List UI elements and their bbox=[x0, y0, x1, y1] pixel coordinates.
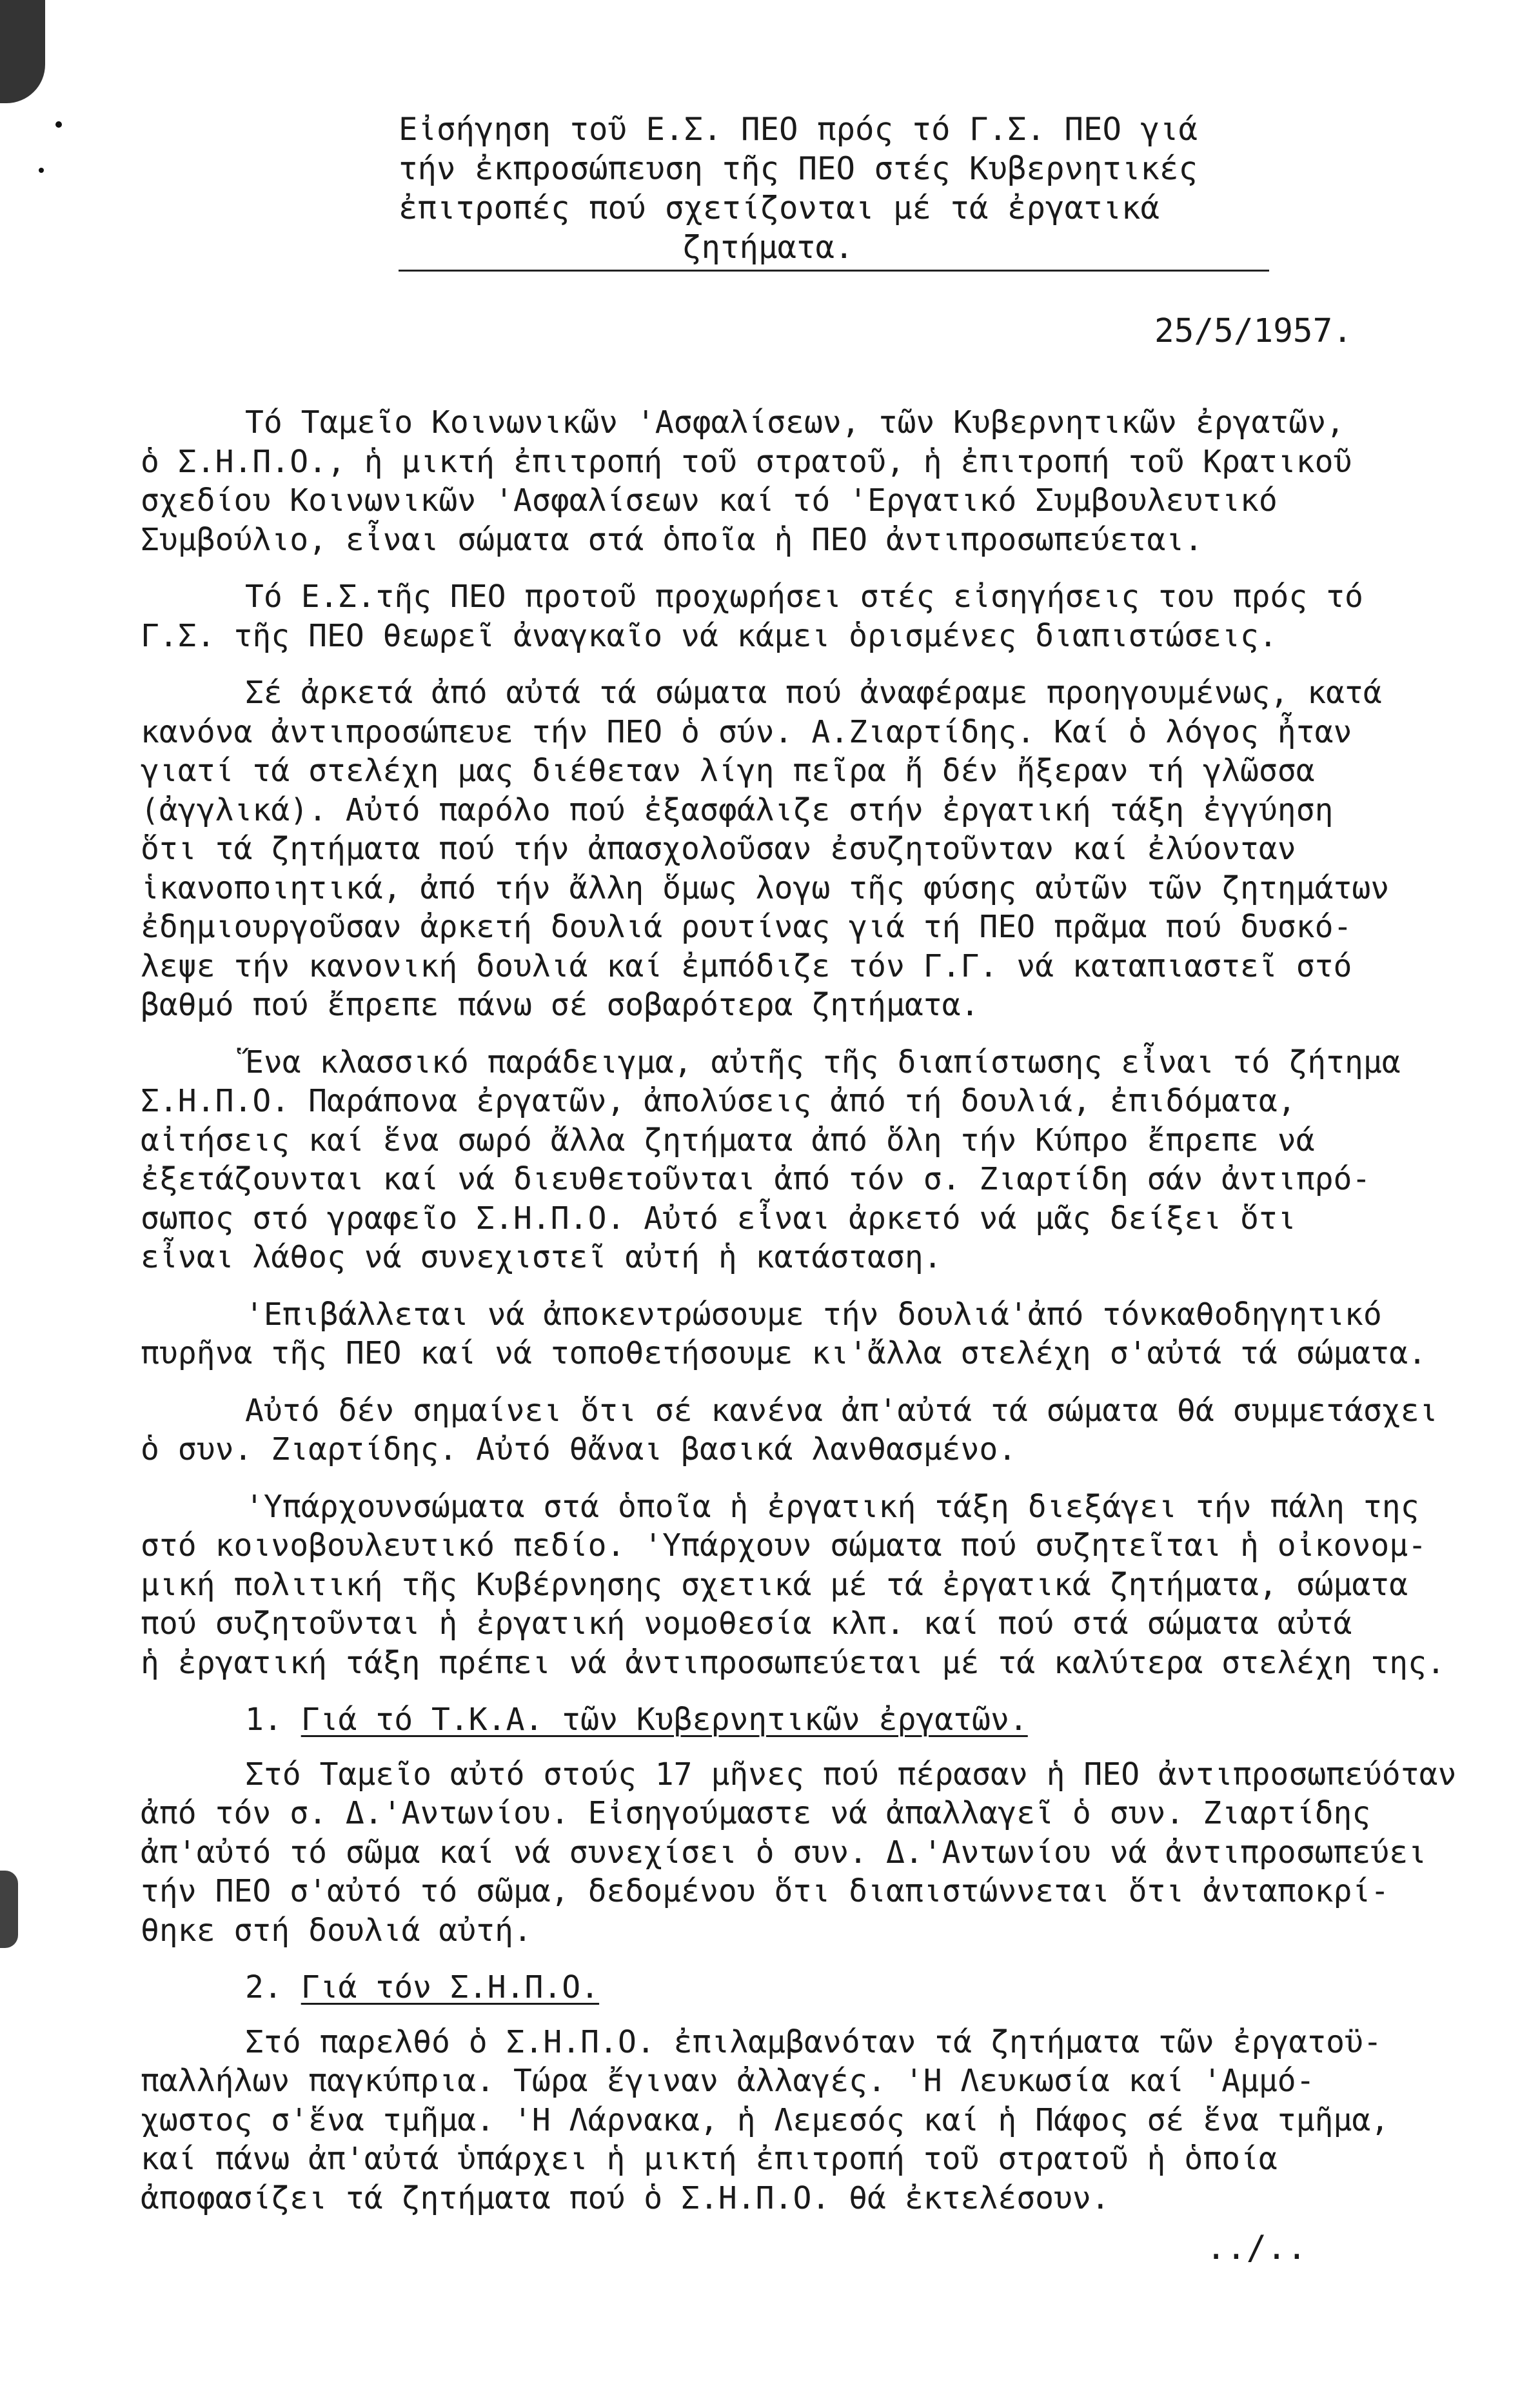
document-body bbox=[141, 403, 1527, 2236]
paragraph bbox=[141, 1755, 1527, 1951]
text-line: ἀποφασίζει τά ζητήματα πού ὁ Σ.Η.Π.Ο. θά ἐκτελέσουν. bbox=[141, 2180, 1110, 2216]
text-line: Γ.Σ. τῆς ΠΕΟ θεωρεῖ ἀναγκαῖο νά κάμει ὁρισμένες διαπιστώσεις. bbox=[141, 617, 1278, 654]
text-line: Τό Ε.Σ.τῆς ΠΕΟ προτοῦ προχωρήσει στές εἰσηγήσεις του πρός τό bbox=[245, 579, 1363, 615]
text-line: χωστος σ'ἕνα τμῆμα. 'Η Λάρνακα, ἡ Λεμεσός καί ἡ Πάφος σέ ἕνα τμῆμα, bbox=[141, 2102, 1390, 2138]
text-line: λεψε τήν κανονική δουλιά καί ἐμπόδιζε τόν Γ.Γ. νά καταπιαστεῖ στό bbox=[141, 948, 1352, 984]
text-line: ἀπ'αὐτό τό σῶμα καί νά συνεχίσει ὁ συν. Δ.'Αντωνίου νά ἀντιπροσωπεύει bbox=[141, 1834, 1426, 1871]
text-line: Στό παρελθό ὁ Σ.Η.Π.Ο. ἐπιλαμβανόταν τά ζητήματα τῶν ἐργατοϋ- bbox=[245, 2023, 1382, 2060]
paragraph bbox=[141, 577, 1527, 655]
text-line: αἰτήσεις καί ἕνα σωρό ἄλλα ζητήματα ἀπό ὅλη τήν Κύπρο ἔπρεπε νά bbox=[141, 1122, 1315, 1158]
scan-speck bbox=[55, 121, 62, 128]
text-line: πυρῆνα τῆς ΠΕΟ καί νά τοποθετήσουμε κι'ἄλλα στελέχη σ'αὐτά τά σώματα. bbox=[141, 1335, 1426, 1371]
section-title: Γιά τόν Σ.Η.Π.Ο. bbox=[301, 1969, 600, 2005]
scan-speck bbox=[39, 168, 44, 173]
paragraph bbox=[141, 2023, 1527, 2218]
text-line: Σέ ἀρκετά ἀπό αὐτά τά σώματα πού ἀναφέραμε προηγουμένως, κατά bbox=[245, 675, 1382, 711]
text-line: (ἀγγλικά). Αὐτό παρόλο πού ἐξασφάλιζε στήν ἐργατική τάξη ἐγγύηση bbox=[141, 791, 1334, 828]
text-line: σωπος στό γραφεῖο Σ.Η.Π.Ο. Αὐτό εἶναι ἀρκετό νά μᾶς δείξει ὅτι bbox=[141, 1200, 1296, 1237]
text-line: Αὐτό δέν σημαίνει ὅτι σέ κανένα ἀπ'αὐτά τά σώματα θά συμμετάσχει bbox=[245, 1392, 1438, 1429]
text-line: στό κοινοβουλευτικό πεδίο. 'Υπάρχουν σώματα πού συζητεῖται ἡ οἰκονομ- bbox=[141, 1527, 1426, 1564]
text-line: Σ.Η.Π.Ο. Παράπονα ἐργατῶν, ἀπολύσεις ἀπό τή δουλιά, ἐπιδόματα, bbox=[141, 1083, 1296, 1119]
text-line: σχεδίου Κοινωνικῶν 'Ασφαλίσεων καί τό 'Εργατικό Συμβουλευτικό bbox=[141, 482, 1278, 519]
scan-smudge-left bbox=[0, 1871, 18, 1948]
document-date: 25/5/1957. bbox=[1154, 312, 1353, 350]
title-line: ζητήματα. bbox=[682, 229, 854, 266]
paragraph bbox=[141, 1295, 1527, 1373]
text-line: γιατί τά στελέχη μας διέθεταν λίγη πεῖρα ἤ δέν ἤξεραν τή γλῶσσα bbox=[141, 753, 1315, 789]
text-line: τήν ΠΕΟ σ'αὐτό τό σῶμα, δεδομένου ὅτι διαπιστώννεται ὅτι ἀνταποκρί- bbox=[141, 1873, 1390, 1909]
text-line: ἐξετάζουνται καί νά διευθετοῦνται ἀπό τόν σ. Ζιαρτίδη σάν ἀντιπρό- bbox=[141, 1161, 1371, 1197]
title-underline bbox=[399, 270, 1269, 272]
paragraph bbox=[141, 1043, 1527, 1277]
section-heading-1 bbox=[245, 1700, 1527, 1740]
text-line: βαθμό πού ἔπρεπε πάνω σέ σοβαρότερα ζητήματα. bbox=[141, 987, 980, 1023]
document-title bbox=[399, 110, 1282, 267]
title-line: τήν ἐκπροσώπευση τῆς ΠΕΟ στές Κυβερνητικές bbox=[399, 150, 1198, 187]
text-line: ἐδημιουργοῦσαν ἀρκετή δουλιά ρουτίνας γιά τή ΠΕΟ πρᾶμα πού δυσκό- bbox=[141, 909, 1352, 945]
scan-smudge-top-left bbox=[0, 0, 45, 103]
paragraph bbox=[141, 1487, 1527, 1683]
section-number: 1. bbox=[245, 1702, 282, 1738]
section-number: 2. bbox=[245, 1969, 282, 2005]
text-line: Συμβούλιο, εἶναι σώματα στά ὁποῖα ἡ ΠΕΟ ἀντιπροσωπεύεται. bbox=[141, 521, 1203, 558]
text-line: 'Υπάρχουνσώματα στά ὁποῖα ἡ ἐργατική τάξη διεξάγει τήν πάλη της bbox=[245, 1488, 1419, 1525]
text-line: παλλήλων παγκύπρια. Τώρα ἔγιναν ἀλλαγές. 'Η Λευκωσία καί 'Αμμό- bbox=[141, 2063, 1315, 2099]
text-line: 'Επιβάλλεται νά ἀποκεντρώσουμε τήν δουλιά'ἀπό τόνκαθοδηγητικό bbox=[245, 1296, 1382, 1333]
text-line: ἀπό τόν σ. Δ.'Αντωνίου. Εἰσηγούμαστε νά ἀπαλλαγεῖ ὁ συν. Ζιαρτίδης bbox=[141, 1795, 1371, 1831]
text-line: Τό Ταμεῖο Κοινωνικῶν 'Ασφαλίσεων, τῶν Κυβερνητικῶν ἐργατῶν, bbox=[245, 404, 1345, 441]
section-heading-2 bbox=[245, 1968, 1527, 2007]
text-line: ὁ Σ.Η.Π.Ο., ἡ μικτή ἐπιτροπή τοῦ στρατοῦ, ἡ ἐπιτροπή τοῦ Κρατικοῦ bbox=[141, 443, 1352, 480]
text-line: Στό Ταμεῖο αὐτό στούς 17 μῆνες πού πέρασαν ἡ ΠΕΟ ἀντιπροσωπεύόταν bbox=[245, 1756, 1457, 1793]
text-line: ἡ ἐργατική τάξη πρέπει νά ἀντιπροσωπεύεται μέ τά καλύτερα στελέχη της. bbox=[141, 1644, 1445, 1681]
text-line: ὁ συν. Ζιαρτίδης. Αὐτό θἄναι βασικά λανθασμένο. bbox=[141, 1431, 1017, 1467]
text-line: εἶναι λάθος νά συνεχιστεῖ αὐτή ἡ κατάσταση. bbox=[141, 1239, 942, 1275]
text-line: καί πάνω ἀπ'αὐτά ὑπάρχει ἡ μικτή ἐπιτροπή τοῦ στρατοῦ ἡ ὁποία bbox=[141, 2141, 1278, 2177]
text-line: μική πολιτική τῆς Κυβέρνησης σχετικά μέ τά ἐργατικά ζητήματα, σώματα bbox=[141, 1566, 1408, 1603]
paragraph bbox=[141, 1391, 1527, 1469]
paragraph bbox=[141, 673, 1527, 1025]
text-line: ἱκανοποιητικά, ἀπό τήν ἄλλη ὅμως λογω τῆς φύσης αὐτῶν τῶν ζητημάτων bbox=[141, 870, 1390, 906]
text-line: Ἕνα κλασσικό παράδειγμα, αὐτῆς τῆς διαπίστωσης εἶναι τό ζήτημα bbox=[245, 1044, 1401, 1080]
title-line: Εἰσήγηση τοῦ Ε.Σ. ΠΕΟ πρός τό Γ.Σ. ΠΕΟ γιά bbox=[399, 111, 1198, 148]
text-line: θηκε στή δουλιά αὐτή. bbox=[141, 1912, 532, 1949]
continuation-mark: ../.. bbox=[1206, 2229, 1307, 2267]
text-line: κανόνα ἀντιπροσώπευε τήν ΠΕΟ ὁ σύν. Α.Ζιαρτίδης. Καί ὁ λόγος ἦταν bbox=[141, 713, 1352, 750]
text-line: ὅτι τά ζητήματα πού τήν ἀπασχολοῦσαν ἐσυζητοῦνταν καί ἐλύονταν bbox=[141, 831, 1296, 867]
paragraph bbox=[141, 403, 1527, 559]
text-line: πού συζητοῦνται ἡ ἐργατική νομοθεσία κλπ. καί πού στά σώματα αὐτά bbox=[141, 1605, 1352, 1642]
title-line: ἐπιτροπές πού σχετίζονται μέ τά ἐργατικά bbox=[399, 190, 1160, 226]
section-title: Γιά τό Τ.Κ.Α. τῶν Κυβερνητικῶν ἐργατῶν. bbox=[301, 1702, 1028, 1738]
